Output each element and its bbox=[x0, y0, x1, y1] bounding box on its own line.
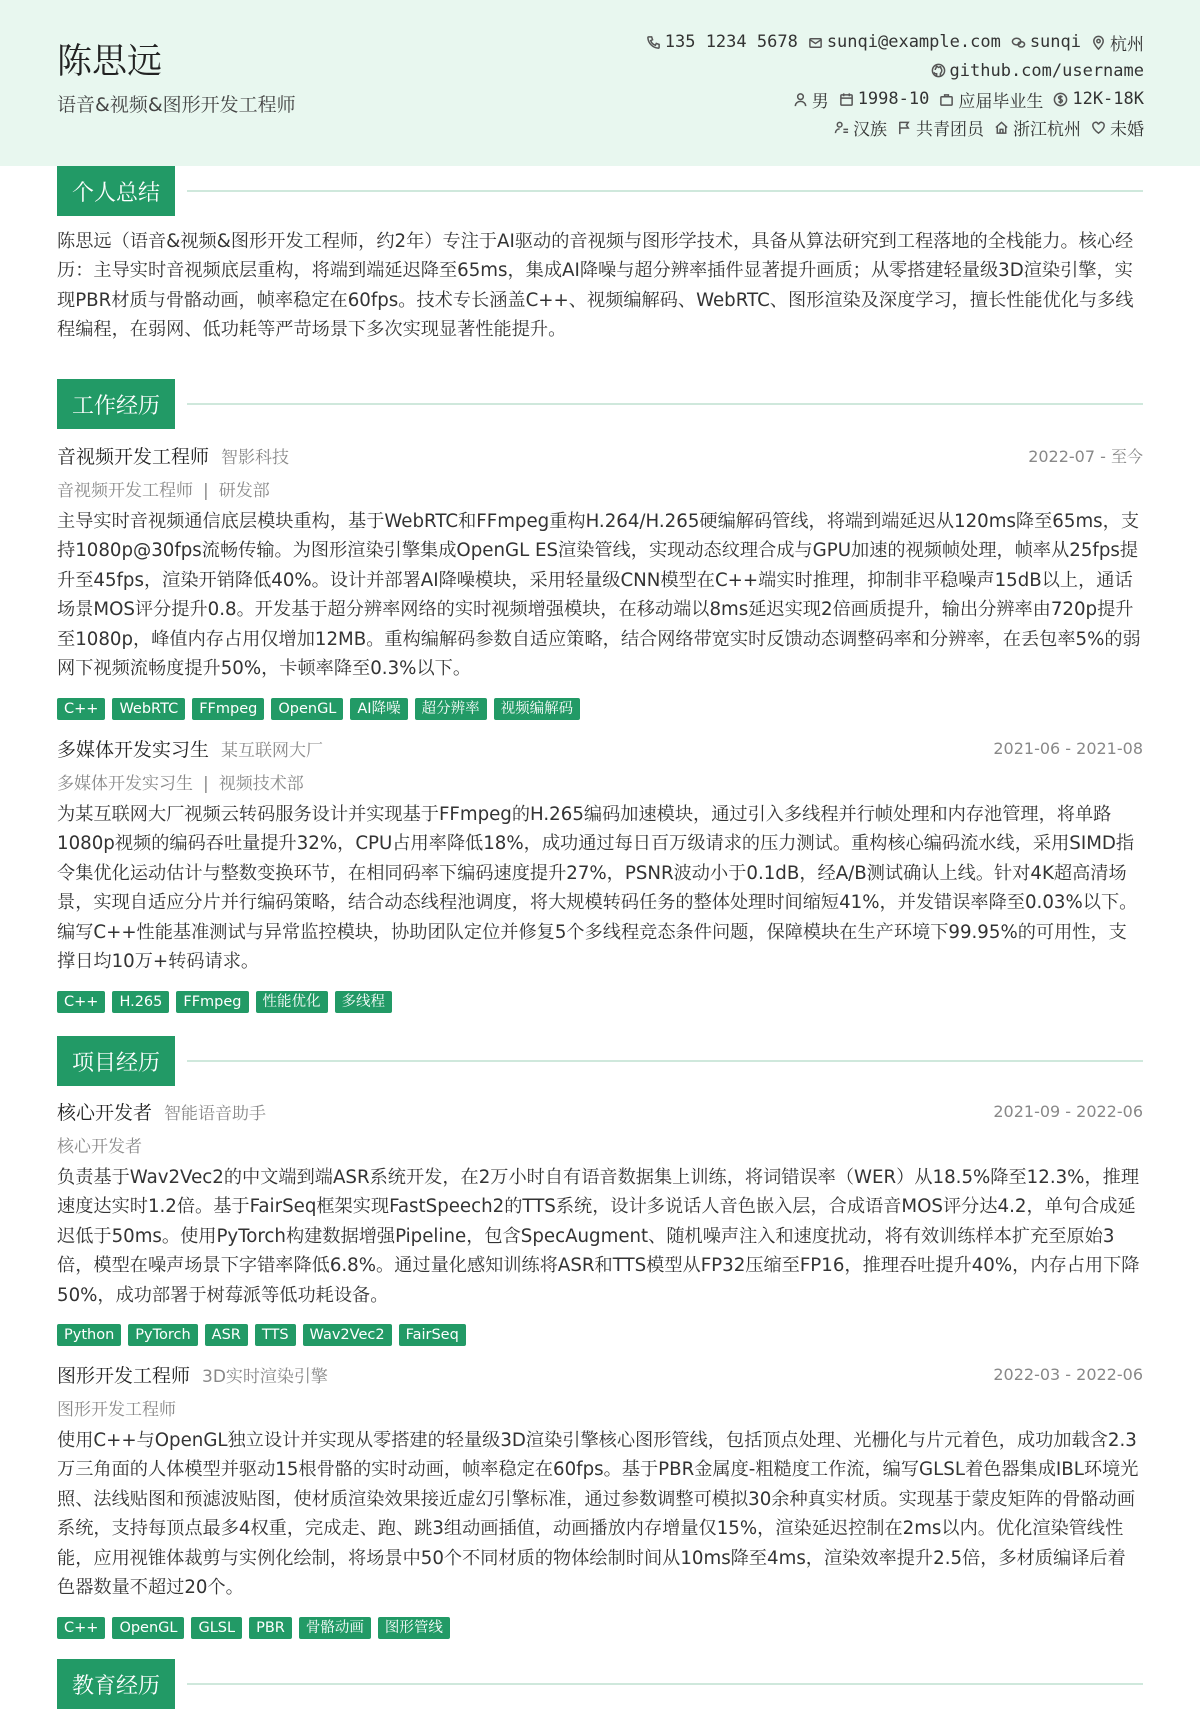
city-text: 杭州 bbox=[1110, 34, 1144, 55]
section-divider bbox=[187, 403, 1143, 405]
calendar-icon bbox=[839, 92, 854, 107]
wechat bbox=[1011, 32, 1081, 52]
entry-org: 3D实时渲染引擎 bbox=[202, 1366, 328, 1387]
skill-tag: FairSeq bbox=[399, 1324, 466, 1346]
candidate-title: 语音&视频&图形开发工程师 bbox=[57, 94, 296, 116]
hometown bbox=[994, 115, 1081, 140]
birth-text: 1998-10 bbox=[857, 89, 930, 110]
entry-description: 为某互联网大厂视频云转码服务设计并实现基于FFmpeg的H.265编码加速模块，通过引入多线程并行帧处理和内存池管理，将单路1080p视频的编码吞吐量提升32%，CPU占用率降低18%，成功通过每日百万级请求的压力测试。重构核心编码流水线，采用SIMD指令集优化运动估计与整数变换环节，在相同码率下编码速度提升27%，PSNR波动小于0.1dB，经A/B测试确认上线。针对4K超高清场景，实现自适应分片并行编码策略，结合动态线程池调度，将大规模转码任务的整体处理时间缩短41%，并发错误率降至0.03%以下。编写C++性能基准测试与异常监控模块，协助团队定位并修复5个多线程竞态条件问题，保障模块在生产环境下99.95%的可用性，支撑日均10万+转码请求。 bbox=[57, 804, 1138, 973]
status bbox=[939, 87, 1043, 112]
work-entry-header bbox=[57, 733, 1143, 763]
entry-subtitle bbox=[57, 769, 304, 794]
skill-tag: OpenGL bbox=[271, 698, 343, 720]
hometown-text: 浙江杭州 bbox=[1013, 120, 1081, 141]
entry-role: 多媒体开发实习生 bbox=[57, 738, 210, 761]
section-education bbox=[57, 1659, 1143, 1709]
skill-tag: Wav2Vec2 bbox=[303, 1324, 392, 1346]
github[interactable] bbox=[931, 61, 1144, 81]
github-icon bbox=[931, 63, 946, 78]
gender-text: 男 bbox=[811, 91, 829, 112]
salary-icon bbox=[1053, 92, 1068, 107]
skill-tags bbox=[57, 1617, 450, 1639]
section-divider bbox=[187, 190, 1143, 192]
entry-date: 2021-09 - 2022-06 bbox=[993, 1101, 1143, 1121]
entry-role: 图形开发工程师 bbox=[57, 1364, 191, 1387]
political bbox=[897, 115, 984, 140]
section-title: 工作经历 bbox=[57, 379, 175, 429]
skill-tag: OpenGL bbox=[112, 1617, 184, 1639]
skill-tags bbox=[57, 1324, 466, 1346]
flag-icon bbox=[897, 120, 912, 135]
section-title: 个人总结 bbox=[57, 166, 175, 216]
project-entry-header bbox=[57, 1359, 1143, 1389]
entry-role: 音视频开发工程师 bbox=[57, 445, 210, 468]
skill-tag: WebRTC bbox=[112, 698, 185, 720]
entry-subtitle bbox=[57, 1395, 176, 1420]
status-icon bbox=[939, 92, 954, 107]
section-title: 教育经历 bbox=[57, 1659, 175, 1709]
city bbox=[1091, 30, 1144, 55]
mail-icon bbox=[808, 35, 823, 50]
user-icon bbox=[793, 92, 808, 107]
skill-tag: H.265 bbox=[112, 991, 169, 1013]
skill-tag: TTS bbox=[255, 1324, 296, 1346]
entry-subtitle bbox=[57, 476, 270, 501]
skill-tag: AI降噪 bbox=[350, 698, 407, 720]
candidate-name: 陈思远 bbox=[57, 42, 163, 82]
skill-tag: C++ bbox=[57, 1617, 105, 1639]
entry-org: 智能语音助手 bbox=[164, 1103, 267, 1124]
project-entry-header bbox=[57, 1096, 1143, 1126]
entry-role: 核心开发者 bbox=[57, 1101, 153, 1124]
phone-icon bbox=[646, 35, 661, 50]
entry-sub-role: 音视频开发工程师 bbox=[57, 481, 193, 501]
birth bbox=[839, 89, 930, 109]
entry-description: 使用C++与OpenGL独立设计并实现从零搭建的轻量级3D渲染引擎核心图形管线，包括顶点处理、光栅化与片元着色，成功加载含2.3万三角面的人体模型并驱动15根骨骼的实时动画，帧率稳定在60fps。基于PBR金属度-粗糙度工作流，编写GLSL着色器集成IBL环境光照、法线贴图和预滤波贴图，使材质渲染效果接近虚幻引擎标准，通过参数调整可模拟30余种真实材质。实现基于蒙皮矩阵的骨骼动画系统，支持每顶点最多4权重，完成走、跑、跳3组动画插值，动画播放内存增量仅15%，渲染延迟控制在2ms以内。优化渲染管线性能，应用视锥体裁剪与实例化绘制，将场景中50个不同材质的物体绘制时间从10ms降至4ms，渲染效率提升2.5倍，多材质编译后着色器数量不超过20个。 bbox=[57, 1430, 1139, 1599]
political-text: 共青团员 bbox=[916, 120, 984, 141]
skill-tag: FFmpeg bbox=[176, 991, 248, 1013]
entry-date: 2022-03 - 2022-06 bbox=[993, 1364, 1143, 1384]
entry-subtitle bbox=[57, 1132, 142, 1157]
entry-sub-role: 图形开发工程师 bbox=[57, 1400, 176, 1420]
entry-dept: 研发部 bbox=[218, 481, 270, 501]
entry-description: 负责基于Wav2Vec2的中文端到端ASR系统开发，在2万小时自有语音数据集上训练，将词错误率（WER）从18.5%降至12.3%，推理速度达实时1.2倍。基于FairSeq框架实现FastSpeech2的TTS系统，设计多说话人音色嵌入层，合成语音MOS评分达4.2，单句合成延迟低于50ms。使用PyTorch构建数据增强Pipeline，包含SpecAugment、随机噪声注入和速度扰动，将有效训练样本扩充至原始3倍，模型在噪声场景下字错率降低6.8%。通过量化感知训练将ASR和TTS模型从FP32压缩至FP16，推理吞吐提升40%，内存占用下降50%，成功部署于树莓派等低功耗设备。 bbox=[57, 1167, 1140, 1306]
skill-tags bbox=[57, 991, 392, 1013]
skill-tag: PyTorch bbox=[128, 1324, 197, 1346]
section-title: 项目经历 bbox=[57, 1036, 175, 1086]
section-projects bbox=[57, 1036, 1143, 1086]
github-text: github.com/username bbox=[949, 60, 1144, 81]
section-divider bbox=[187, 1683, 1143, 1685]
skill-tag: ASR bbox=[205, 1324, 248, 1346]
phone[interactable] bbox=[646, 32, 798, 52]
skill-tag: 性能优化 bbox=[256, 991, 328, 1013]
entry-date: 2022-07 - 至今 bbox=[1028, 446, 1143, 466]
entry-sub-role: 多媒体开发实习生 bbox=[57, 774, 193, 794]
entry-org: 智影科技 bbox=[221, 447, 290, 468]
skill-tag: 超分辨率 bbox=[415, 698, 487, 720]
skill-tag: 骨骼动画 bbox=[299, 1617, 371, 1639]
skill-tag: C++ bbox=[57, 698, 105, 720]
separator: | bbox=[203, 481, 209, 501]
skill-tag: FFmpeg bbox=[192, 698, 264, 720]
section-summary bbox=[57, 166, 1143, 216]
section-work bbox=[57, 379, 1143, 429]
phone-text: 135 1234 5678 bbox=[664, 32, 798, 53]
section-divider bbox=[187, 1060, 1143, 1062]
work-entry-header bbox=[57, 440, 1143, 470]
skill-tag: C++ bbox=[57, 991, 105, 1013]
status-text: 应届毕业生 bbox=[958, 91, 1044, 112]
skill-tag: 视频编解码 bbox=[494, 698, 581, 720]
skill-tags bbox=[57, 698, 580, 720]
entry-sub-role: 核心开发者 bbox=[57, 1137, 142, 1157]
wechat-icon bbox=[1011, 35, 1026, 50]
summary-text: 陈思远（语音&视频&图形开发工程师，约2年）专注于AI驱动的音视频与图形学技术，具备从算法研究到工程落地的全栈能力。核心经历：主导实时音视频底层重构，将端到端延迟降至65ms，集成AI降噪与超分辨率插件显著提升画质；从零搭建轻量级3D渲染引擎，实现PBR材质与骨骼动画，帧率稳定在60fps。技术专长涵盖C++、视频编解码、WebRTC、图形渲染及深度学习，擅长性能优化与多线程编程，在弱网、低功耗等严苛场景下多次实现显著性能提升。 bbox=[57, 231, 1134, 341]
entry-dept: 视频技术部 bbox=[218, 774, 304, 794]
wechat-text: sunqi bbox=[1029, 32, 1081, 53]
ethnicity bbox=[834, 115, 887, 140]
skill-tag: 多线程 bbox=[335, 991, 393, 1013]
marital bbox=[1091, 115, 1144, 140]
separator: | bbox=[203, 774, 209, 794]
ethnicity-text: 汉族 bbox=[853, 120, 887, 141]
skill-tag: Python bbox=[57, 1324, 121, 1346]
skill-tag: 图形管线 bbox=[378, 1617, 450, 1639]
heart-icon bbox=[1091, 120, 1106, 135]
contact-info bbox=[444, 28, 1144, 142]
email-text: sunqi@example.com bbox=[826, 32, 1001, 53]
entry-date: 2021-06 - 2021-08 bbox=[993, 738, 1143, 758]
location-icon bbox=[1091, 35, 1106, 50]
salary-text: 12K-18K bbox=[1072, 89, 1144, 110]
entry-org: 某互联网大厂 bbox=[221, 740, 324, 761]
home-icon bbox=[994, 120, 1009, 135]
salary bbox=[1053, 89, 1144, 109]
marital-text: 未婚 bbox=[1110, 120, 1144, 141]
email[interactable] bbox=[808, 32, 1001, 52]
ethnicity-icon bbox=[834, 120, 849, 135]
skill-tag: GLSL bbox=[191, 1617, 242, 1639]
resume-header bbox=[0, 0, 1200, 166]
gender bbox=[793, 87, 829, 112]
skill-tag: PBR bbox=[249, 1617, 292, 1639]
entry-description: 主导实时音视频通信底层模块重构，基于WebRTC和FFmpeg重构H.264/H.265硬编解码管线，将端到端延迟从120ms降至65ms，支持1080p@30fps流畅传输。为图形渲染引擎集成OpenGL ES渲染管线，实现动态纹理合成与GPU加速的视频帧处理，帧率从25fps提升至45fps，渲染开销降低40%。设计并部署AI降噪模块，采用轻量级CNN模型在C++端实时推理，抑制非平稳噪声15dB以上，通话场景MOS评分提升0.8。开发基于超分辨率网络的实时视频增强模块，在移动端以8ms延迟实现2倍画质提升，输出分辨率由720p提升至1080p，峰值内存占用仅增加12MB。重构编解码参数自适应策略，结合网络带宽实时反馈动态调整码率和分辨率，在丢包率5%的弱网下视频流畅度提升50%，卡顿率降至0.3%以下。 bbox=[57, 511, 1141, 680]
